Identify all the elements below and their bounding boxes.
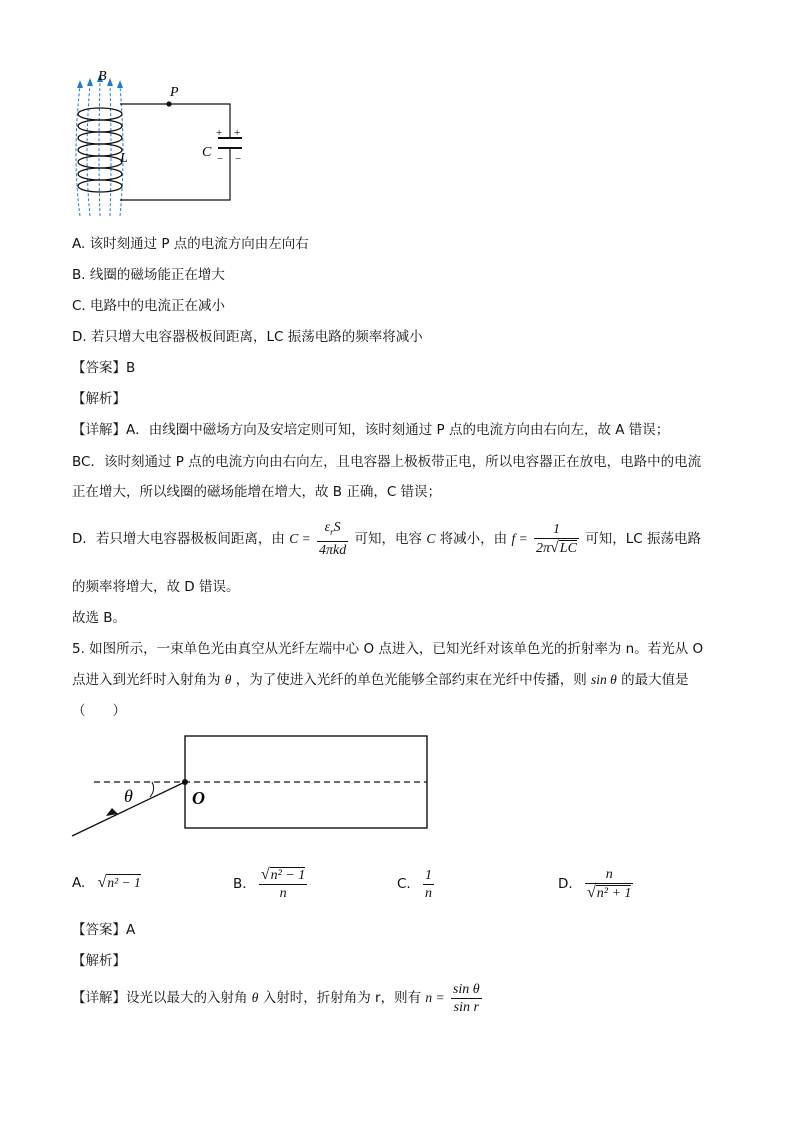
coil-L xyxy=(78,108,122,192)
optical-fiber-figure xyxy=(66,730,436,842)
detail-theta: θ xyxy=(251,990,259,1005)
q5-option-b xyxy=(233,862,309,906)
q5-stem-2a: 点进入到光纤时入射角为 xyxy=(72,672,221,688)
label-B: B xyxy=(98,69,107,84)
q4-option-b: B. 线圈的磁场能正在增大 xyxy=(72,267,225,283)
refractive-index-fraction xyxy=(451,981,482,1016)
option-d-radicand: n² + 1 xyxy=(596,886,632,901)
q4-detail-4d: 可知，LC 振荡电路 xyxy=(585,531,701,547)
q5-stem-2b: ，为了使进入光纤的单色光能够全部约束在光纤中传播，则 xyxy=(235,672,587,688)
two-pi: 2π xyxy=(535,541,550,556)
option-a-radicand: n² − 1 xyxy=(107,875,141,890)
option-d-num: n xyxy=(585,866,633,884)
q4-detail-line-1: 【详解】A．由线圈中磁场方向及安培定则可知，该时刻通过 P 点的电流方向由右向左，故 A 错误； xyxy=(72,422,670,438)
q5-detail-line xyxy=(72,976,484,1020)
label-L: L xyxy=(120,151,128,166)
q4-detail-line-3: 正在增大，所以线圈的磁场能增在增大，故 B 正确，C 错误； xyxy=(72,484,442,500)
option-c-den: n xyxy=(425,885,433,901)
option-b-fraction: $\frac{\text{√n² − 1}}{n}$ xyxy=(260,866,306,901)
magnetic-field-lines xyxy=(76,80,123,216)
q4-option-a: A. 该时刻通过 P 点的电流方向由左向右 xyxy=(72,236,309,252)
q4-detail-4a: D．若只增大电容器极板间距离，由 xyxy=(72,531,285,547)
capacitance-fraction xyxy=(317,519,348,559)
capacitance-symbol: C xyxy=(426,531,436,546)
q5-option-c xyxy=(397,862,436,906)
plus-left: + xyxy=(216,127,223,139)
frequency-fraction: $\frac{1}{2\pi√LC}$ xyxy=(535,522,577,556)
O-label: O xyxy=(192,788,205,808)
circuit-wires xyxy=(120,104,242,200)
option-d-fraction: $\frac{n}{\text{√n² + 1}}$ xyxy=(586,867,632,901)
frequency-num: 1 xyxy=(534,521,579,539)
q5-stem-line-2 xyxy=(72,670,689,690)
option-a-label: A. xyxy=(72,875,86,891)
refractive-den: sin r xyxy=(453,999,479,1015)
q4-detail-line-2: BC．该时刻通过 P 点的电流方向由右向左，且电容器上极板带正电，所以电容器正在放电，电路中的电流 xyxy=(72,454,702,470)
q4-analysis-label: 【解析】 xyxy=(72,391,126,407)
option-b-den: n xyxy=(279,886,287,901)
q5-stem-line-1: 5. 如图所示，一束单色光由真空从光纤左端中心 O 点进入，已知光纤对该单色光的折射率为 n。若光从 O xyxy=(72,641,704,657)
lc-circuit-figure xyxy=(62,66,252,222)
q4-option-d: D. 若只增大电容器极板间距离，LC 振荡电路的频率将减小 xyxy=(72,329,423,345)
option-b-label: B. xyxy=(233,876,247,892)
q4-option-c: C. 电路中的电流正在减小 xyxy=(72,298,226,314)
q5-answer: 【答案】A xyxy=(72,922,136,938)
q5-analysis-label: 【解析】 xyxy=(72,953,126,969)
option-c-num: 1 xyxy=(425,867,433,883)
option-b-radicand: n² − 1 xyxy=(270,868,306,883)
theta-label: θ xyxy=(124,786,133,806)
epsilon: ε xyxy=(324,520,331,536)
refractive-num: sin θ xyxy=(452,981,480,997)
angle-arc xyxy=(150,782,154,797)
epsilon-sub: r xyxy=(330,526,334,537)
minus-right: − xyxy=(235,153,242,165)
plus-right: + xyxy=(234,127,241,139)
refractive-index-lhs: n = xyxy=(425,990,445,1005)
sin-theta: sin θ xyxy=(591,672,617,687)
sqrt-LC: LC xyxy=(559,541,577,556)
q5-option-a: A. √n² − 1 xyxy=(72,874,141,891)
frequency-lhs: f = xyxy=(511,531,528,546)
q4-answer: 【答案】B xyxy=(72,360,136,376)
theta-symbol: θ xyxy=(224,672,232,687)
q4-detail-line-4 xyxy=(72,518,701,560)
q4-detail-line-5: 的频率将增大，故 D 错误。 xyxy=(72,579,240,595)
q4-detail-4c: 将减小，由 xyxy=(439,531,508,547)
q5-detail-b: 入射时，折射角为 r，则有 xyxy=(262,990,422,1006)
q5-detail-a: 【详解】设光以最大的入射角 xyxy=(72,990,248,1006)
capacitance-den: 4πkd xyxy=(319,542,347,558)
q4-conclusion: 故选 B。 xyxy=(72,610,127,626)
point-P xyxy=(166,101,171,106)
minus-left: − xyxy=(217,153,224,165)
capacitance-lhs: C = xyxy=(289,531,311,546)
option-d-label: D. xyxy=(558,876,573,892)
option-c-label: C. xyxy=(397,876,411,892)
label-P: P xyxy=(170,85,179,100)
q5-stem-line-3: （ ） xyxy=(72,703,126,719)
q4-detail-4b: 可知，电容 xyxy=(354,531,423,547)
point-O xyxy=(182,779,188,785)
q5-option-d xyxy=(558,862,635,906)
option-c-fraction xyxy=(423,867,434,902)
label-C: C xyxy=(202,145,212,160)
area-S: S xyxy=(333,520,341,536)
q5-stem-2c: 的最大值是 xyxy=(621,672,689,688)
